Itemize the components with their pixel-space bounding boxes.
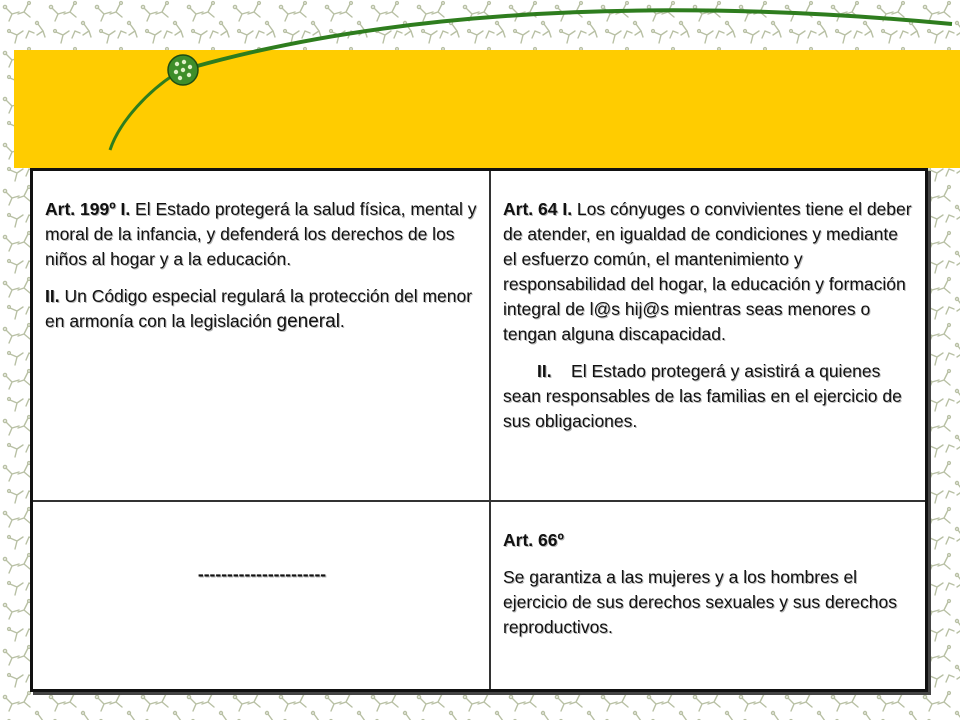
table-row (32, 501, 927, 691)
table-row (32, 170, 927, 502)
art-64-ii-numeral: II. (537, 361, 552, 381)
art-66-text: Se garantiza a las mujeres y a los hombres el ejercicio de sus derechos sexuales y sus derechos reproductivos. (503, 567, 897, 637)
art-64-heading: Art. 64 I. (503, 199, 573, 219)
cell-art-64 (490, 170, 927, 502)
comparison-table (30, 168, 928, 692)
art-64-ii-text: El Estado protegerá y asistirá a quienes sean responsables de las familias en el ejercicio de sus obligaciones. (503, 361, 902, 431)
art-64-ii-paragraph (503, 359, 915, 434)
art-199-ii-heading: II. (45, 286, 60, 306)
art-64-text: Los cónyuges o convivientes tiene el deber de atender, en igualdad de condiciones y mediante el esfuerzo común, el mantenimiento y responsabilidad del hogar, la educación y formación integral de l@s hij@s mientras seas menores o tengan alguna discapacidad. (503, 199, 912, 344)
art-199-text: El Estado protegerá la salud física, mental y moral de la infancia, y defenderá los derechos de los niños al hogar y a la educación. (45, 199, 477, 269)
art-199-ii-paragraph (45, 284, 479, 334)
art-66-heading-paragraph (503, 528, 915, 553)
cell-art-66 (490, 501, 927, 691)
art-199-ii-text: Un Código especial regulará la protección del menor en armonía con la legislación (45, 286, 473, 331)
art-199-ii-tail: general (276, 311, 340, 332)
green-dotted-circle-icon (168, 55, 198, 85)
art-64-paragraph (503, 197, 915, 347)
art-66-heading: Art. 66º (503, 530, 564, 550)
cell-art-199 (32, 170, 491, 502)
cell-empty-placeholder (32, 501, 491, 691)
art-199-ii-end: . (339, 311, 345, 331)
art-199-heading: Art. 199º I. (45, 199, 131, 219)
art-199-paragraph (45, 197, 479, 272)
dash-placeholder: ---------------------- (197, 564, 327, 584)
